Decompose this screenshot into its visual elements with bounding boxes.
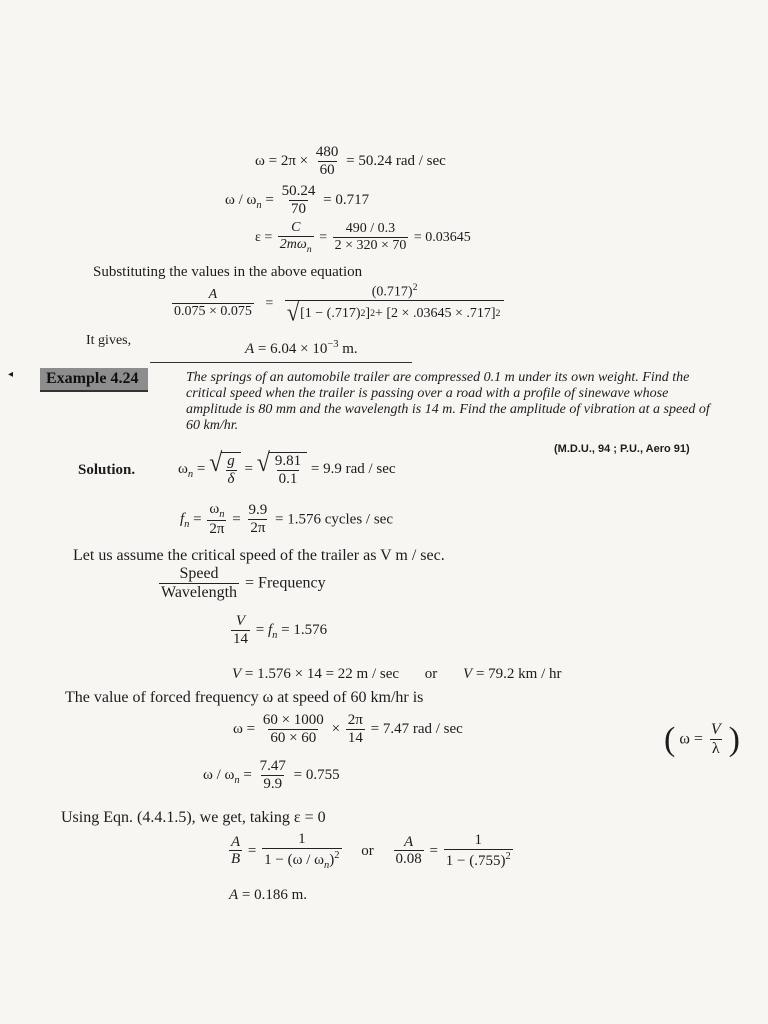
denominator: 2 × 320 × 70 [334,237,407,253]
margin-arrow-icon: ◂ [8,369,14,380]
numerator: 50.24 [281,183,316,199]
section-divider [150,362,412,363]
equals: = [265,192,274,209]
using-eqn-text: Using Eqn. (4.4.1.5), we get, taking ε = 0 [61,809,326,826]
fn-result: = 1.576 cycles / sec [274,511,393,528]
equation-fn [180,502,393,538]
numerator: 1 [474,832,482,849]
equation-A-result-2: A = 0.186 m. [229,887,308,903]
fraction [273,454,303,488]
numerator: V [710,721,721,738]
fraction [314,145,341,179]
numerator: 9.9 [248,502,268,519]
equals: = [265,296,274,312]
numerator: g [227,453,235,469]
ratio-lhs: ω / $\omega_n$ [225,192,262,212]
equation-omega [255,145,446,179]
eq-omega-rhs: = 50.24 rad / sec [346,153,446,170]
equals: = [255,622,265,639]
denominator: 2π [209,521,225,538]
numerator: C [291,220,301,235]
denominator: $1 - (.755)^2$ [445,850,511,869]
fn-lhs: $f_n$ [180,511,190,531]
fraction [444,833,513,870]
radical-icon: √ [286,299,300,327]
equation-ratio-1 [225,184,369,218]
substituting-text: Substituting the values in the above equation [93,264,363,280]
numerator: A [208,287,218,303]
fraction [159,566,239,602]
numerator: 9.81 [274,453,302,469]
equation-V-over-14 [229,614,327,648]
fraction [231,614,250,648]
fraction [261,713,326,747]
omega-forced-result: = 7.47 rad / sec [370,721,463,738]
equation-A-result-1: $A = 6.04 \times 10^{-3}$ m. [245,339,358,357]
square-root [209,449,241,488]
omega-n: $\omega_n$ [178,461,194,481]
omega-n-result: = 9.9 rad / sec [310,461,396,478]
equals: = [232,511,241,528]
numerator: 2π [347,712,363,728]
example-label: Example 4.24 [40,368,148,392]
numerator: 7.47 [259,758,286,774]
denominator: Wavelength [161,583,238,601]
equation-omega-n [178,449,396,488]
or-label: or [361,842,374,859]
equation-speed-wavelength [157,566,326,602]
equation-omega-forced [233,713,463,747]
square-root: √ [1 − (.717) 2 ] 2 + [2 × .03645 × .717] 2 [286,299,501,327]
omega-lhs: ω = [233,721,256,738]
assume-text: Let us assume the critical speed of the trailer as V m / sec. [73,547,445,564]
fraction [333,222,409,253]
eps-lhs: ε = [255,230,273,246]
equals: = [247,842,257,859]
numerator: 60 × 1000 [262,712,324,728]
ratio-rhs: = 0.717 [323,192,370,209]
fraction [246,503,269,537]
denominator: $1 - (\omega / \omega_n)^2$ [264,849,340,871]
forced-frequency-text: The value of forced frequency ω at speed of 60 km/hr is [65,689,424,706]
frequency-label: = Frequency [245,574,326,592]
denominator: 14 [347,729,363,746]
equation-A-over-B [227,832,515,871]
fraction [278,221,314,255]
denominator: 9.9 [263,775,283,792]
or-label: or [424,666,438,682]
numerator: $(0.717)^2$ [371,282,418,300]
left-paren: ( [664,720,676,758]
equation-amplitude-big [170,283,506,325]
fraction [172,288,254,319]
equation-ratio-2 [203,759,340,793]
numerator: 1 [298,831,306,847]
denominator: 14 [233,630,248,647]
fraction [225,454,237,488]
denominator: 60 × 60 [270,729,317,746]
denominator: 60 [319,161,335,178]
square-root [256,449,307,488]
denominator: 0.08 [395,851,422,868]
fn-symbol: $f_n$ [267,622,278,642]
times: × [331,721,341,738]
example-reference: (M.D.U., 94 ; P.U., Aero 91) [554,443,690,455]
fraction [280,184,318,218]
fraction [709,722,723,758]
numerator: A [404,833,414,850]
right-paren: ) [728,720,740,758]
denominator: $2m\omega_n$ [279,236,312,255]
fn-value: = 1.576 [281,622,328,639]
side-note-formula: ( ω = $\frac{V}{\lambda}$ ) [664,720,740,758]
ratio-lhs: ω / $\omega_n$ [203,767,240,787]
fraction [258,759,288,793]
numerator: Speed [179,565,219,582]
fraction [394,835,424,869]
fraction [262,832,341,871]
equals: = [319,230,328,246]
equals: = [193,511,202,528]
denominator: δ [227,470,235,487]
denominator: 2π [250,519,266,536]
denominator: 0.1 [278,470,298,487]
fraction [285,283,505,325]
denominator: 0.075 × 0.075 [174,303,252,319]
equation-V-result: V = 1.576 × 14 = 22 m / sec or V = 79.2 km / hr [232,666,562,682]
denominator: 70 [291,200,307,217]
radical-icon: √ [209,449,223,478]
equation-epsilon [255,221,471,255]
denominator: λ [711,739,720,757]
ratio-rhs: = 0.755 [293,767,340,784]
equals: = [243,767,252,784]
equals: = [244,461,253,478]
denominator [285,299,505,327]
eps-rhs: = 0.03645 [413,230,471,246]
denominator: B [231,851,241,868]
it-gives-label: It gives, [86,333,132,348]
numerator: 490 / 0.3 [345,221,396,237]
equals: = [429,842,438,859]
numerator: A [231,833,241,850]
example-problem-text: The springs of an automobile trailer are compressed 0.1 m under its own weight. Find the critical speed when the trailer is passing over a road with a profile of sinewave whose amplitude is 80 mm and the wavelength is 14 m. Find the amplitude of vibration at a speed of 60 km/hr. [186,370,710,433]
numerator: 480 [315,144,339,160]
equals: = [196,461,206,478]
fraction [229,835,242,869]
fraction [346,713,365,747]
fraction [207,502,226,538]
numerator: $\omega_n$ [209,501,225,520]
radical-icon: √ [256,449,270,478]
solution-label: Solution. [78,462,136,478]
numerator: V [235,613,246,629]
eq-omega-lhs: ω = 2π × [255,153,309,170]
